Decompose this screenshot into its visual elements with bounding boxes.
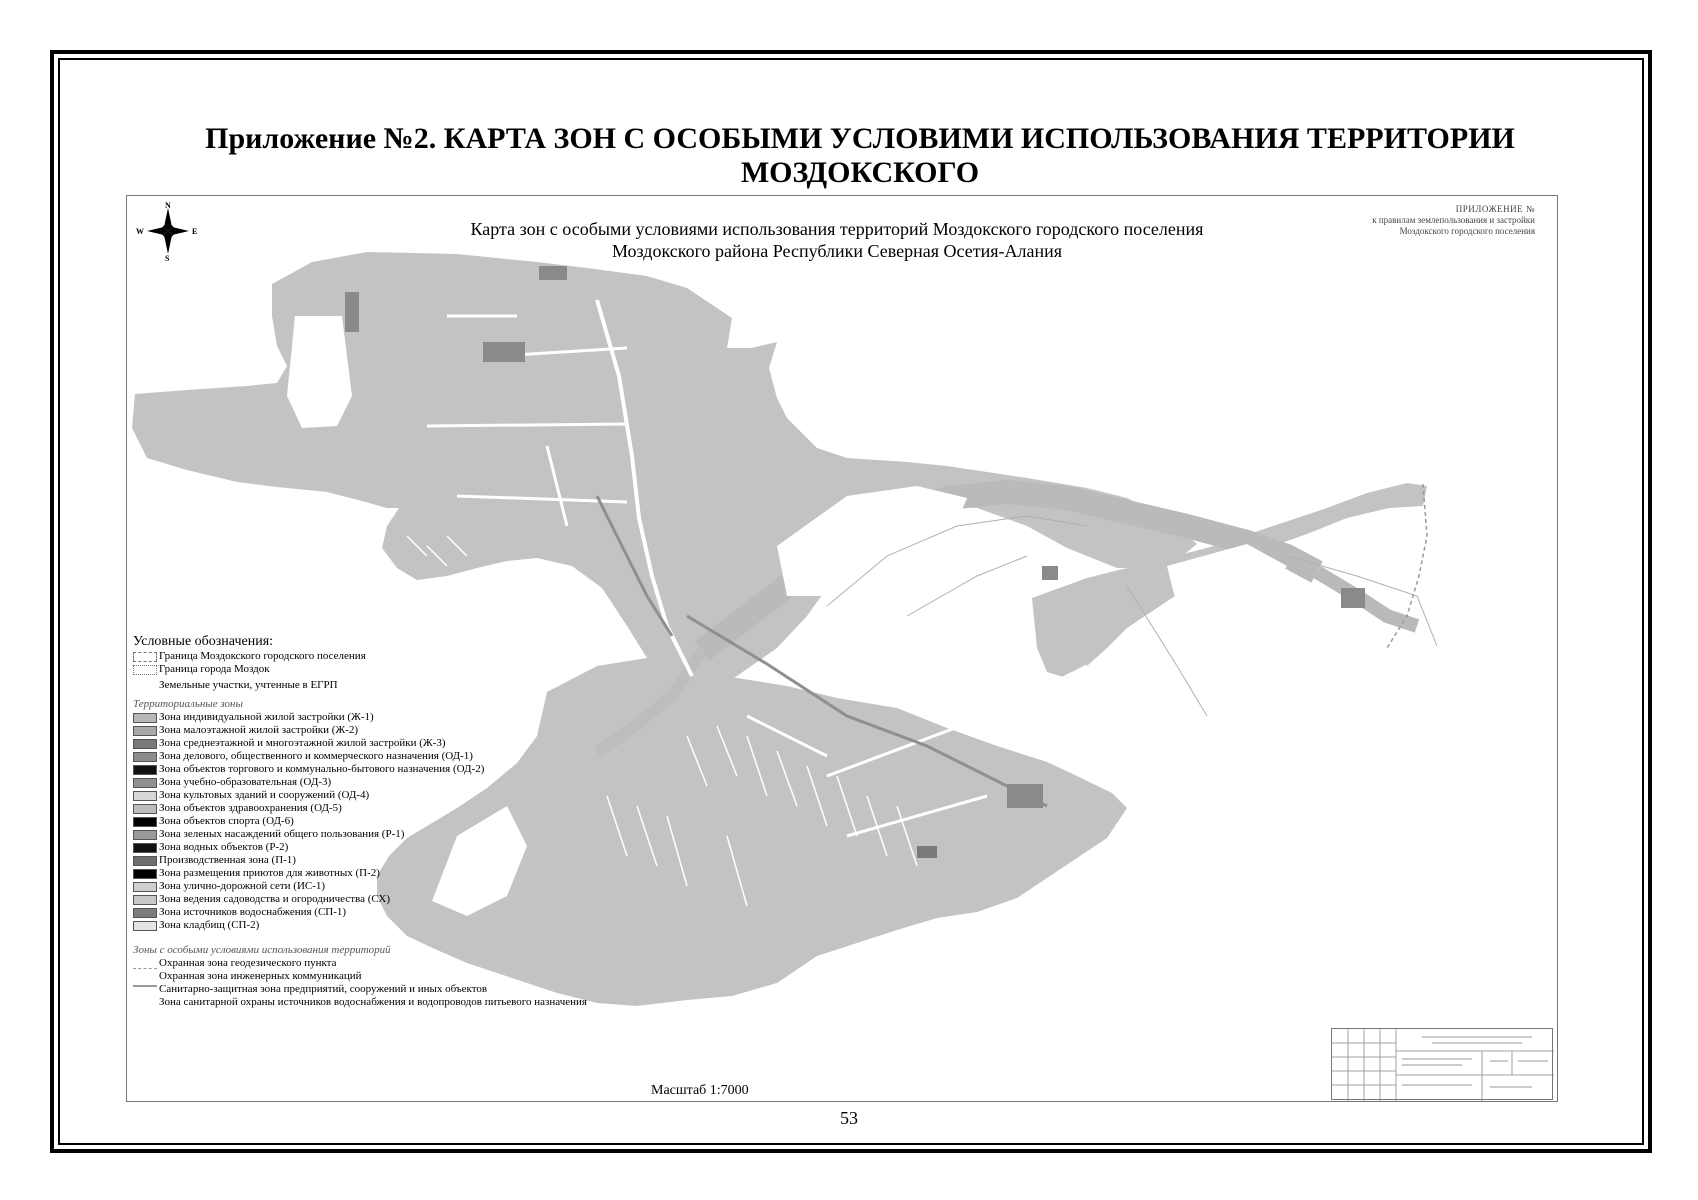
legend-zone-label: Зона кладбищ (СП-2) xyxy=(159,919,260,931)
legend-row-boundary-1 xyxy=(133,650,693,663)
legend-zone-label: Зона ведения садоводства и огородничества (СХ) xyxy=(159,893,391,905)
title-block-grid xyxy=(1332,1029,1554,1101)
map-legend xyxy=(133,634,693,1009)
appendix-label: ПРИЛОЖЕНИЕ № xyxy=(1455,204,1535,214)
legend-zone-row xyxy=(133,867,693,880)
legend-zone-swatch xyxy=(133,843,157,853)
map-scale: Масштаб 1:7000 xyxy=(651,1083,749,1098)
legend-special-title: Зоны с особыми условиями использования территорий xyxy=(133,944,391,956)
legend-zone-row xyxy=(133,919,693,932)
legend-row-special-1 xyxy=(133,957,693,970)
legend-zone-swatch xyxy=(133,882,157,892)
compass-north-label: N xyxy=(165,201,171,210)
legend-zone-row xyxy=(133,763,693,776)
zone-dark-3 xyxy=(345,292,359,332)
legend-row-special-2 xyxy=(133,970,693,983)
zone-dark-6 xyxy=(917,846,937,858)
zone-dark-1 xyxy=(483,342,525,362)
page-number: 53 xyxy=(840,1108,858,1128)
legend-zone-swatch xyxy=(133,830,157,840)
legend-zones-title: Территориальные зоны xyxy=(133,698,243,710)
legend-swatch-boundary-3 xyxy=(133,680,157,690)
legend-swatch-special-4 xyxy=(133,998,157,1008)
legend-zone-swatch xyxy=(133,895,157,905)
compass-rose xyxy=(135,200,201,262)
legend-label-special-1: Охранная зона геодезического пункта xyxy=(159,957,337,969)
legend-zone-swatch xyxy=(133,726,157,736)
legend-zone-swatch xyxy=(133,921,157,931)
legend-zone-row xyxy=(133,815,693,828)
legend-zone-row xyxy=(133,750,693,763)
legend-zone-swatch xyxy=(133,752,157,762)
page-title-line-1: Приложение №2. КАРТА ЗОН С ОСОБЫМИ УСЛОВИМИ ИСПОЛЬЗОВАНИЯ ТЕРРИТОРИИ МОЗДОКСКОГО xyxy=(205,122,1515,189)
legend-zone-list xyxy=(133,711,693,932)
open-area-north xyxy=(287,316,352,428)
legend-zone-swatch xyxy=(133,804,157,814)
legend-zone-label: Зона объектов торгового и коммунально-бытового назначения (ОД-2) xyxy=(159,763,485,775)
appendix-block xyxy=(1305,204,1535,237)
legend-zone-row xyxy=(133,854,693,867)
legend-label-boundary-2: Граница города Моздок xyxy=(159,663,270,675)
legend-zone-row xyxy=(133,880,693,893)
legend-swatch-boundary-1 xyxy=(133,652,157,662)
legend-gap xyxy=(133,932,693,940)
legend-zone-row xyxy=(133,776,693,789)
legend-zone-row xyxy=(133,906,693,919)
map-title xyxy=(427,218,1247,262)
legend-title: Условные обозначения: xyxy=(133,634,274,649)
compass-west-label: W xyxy=(136,227,144,236)
compass-east-label: E xyxy=(192,227,198,236)
appendix-line-2: к правилам землепользования и застройки xyxy=(1372,215,1535,225)
title-block-stamp xyxy=(1331,1028,1553,1100)
river-band-east xyxy=(1317,572,1417,626)
legend-zone-row xyxy=(133,789,693,802)
legend-zone-label: Зона делового, общественного и коммерческого назначения (ОД-1) xyxy=(159,750,473,762)
legend-label-special-3: Санитарно-защитная зона предприятий, сооружений и иных объектов xyxy=(159,983,488,995)
legend-zone-label: Зона зеленых насаждений общего пользования (Р-1) xyxy=(159,828,405,840)
legend-zone-label: Зона культовых зданий и сооружений (ОД-4) xyxy=(159,789,370,801)
legend-zone-swatch xyxy=(133,856,157,866)
zone-dark-4 xyxy=(1042,566,1058,580)
legend-zone-label: Зона размещения приютов для животных (П-2) xyxy=(159,867,380,879)
legend-swatch-special-3 xyxy=(133,985,157,995)
legend-label-special-4: Зона санитарной охраны источников водоснабжения и водопроводов питьевого назначения xyxy=(159,996,587,1008)
legend-zone-row xyxy=(133,828,693,841)
legend-zone-label: Зона объектов здравоохранения (ОД-5) xyxy=(159,802,342,814)
map-sheet xyxy=(126,195,1558,1102)
legend-zone-label: Зона индивидуальной жилой застройки (Ж-1) xyxy=(159,711,374,723)
legend-zone-label: Зона улично-дорожной сети (ИС-1) xyxy=(159,880,326,892)
legend-label-boundary-3: Земельные участки, учтенные в ЕГРП xyxy=(159,678,338,691)
legend-zone-row xyxy=(133,724,693,737)
zone-dark-2 xyxy=(539,266,567,280)
legend-zone-label: Зона объектов спорта (ОД-6) xyxy=(159,815,294,827)
map-title-line-1: Карта зон с особыми условиями использования территорий Моздокского городского поселения xyxy=(470,219,1204,239)
legend-zone-swatch xyxy=(133,791,157,801)
legend-zone-label: Производственная зона (П-1) xyxy=(159,854,296,866)
legend-zone-row xyxy=(133,737,693,750)
legend-zone-label: Зона малоэтажной жилой застройки (Ж-2) xyxy=(159,724,359,736)
legend-row-special-4 xyxy=(133,996,693,1009)
compass-icon xyxy=(135,200,201,262)
legend-zone-swatch xyxy=(133,908,157,918)
legend-label-special-2: Охранная зона инженерных коммуникаций xyxy=(159,970,362,982)
legend-zone-row xyxy=(133,711,693,724)
legend-zone-row xyxy=(133,802,693,815)
legend-zone-row xyxy=(133,841,693,854)
legend-zone-label: Зона учебно-образовательная (ОД-3) xyxy=(159,776,332,788)
legend-zone-label: Зона среднеэтажной и многоэтажной жилой застройки (Ж-3) xyxy=(159,737,446,749)
appendix-line-3: Моздокского городского поселения xyxy=(1399,226,1535,236)
legend-label-boundary-1: Граница Моздокского городского поселения xyxy=(159,650,366,662)
map-title-line-2: Моздокского района Республики Северная Осетия-Алания xyxy=(611,241,1063,261)
compass-south-label: S xyxy=(165,254,170,262)
legend-zone-row xyxy=(133,893,693,906)
legend-zone-swatch xyxy=(133,869,157,879)
legend-zone-swatch xyxy=(133,817,157,827)
zone-dark-7 xyxy=(1007,784,1043,808)
legend-zone-swatch xyxy=(133,765,157,775)
legend-swatch-special-1 xyxy=(133,959,157,969)
legend-zone-swatch xyxy=(133,713,157,723)
legend-zone-label: Зона источников водоснабжения (СП-1) xyxy=(159,906,347,918)
zone-dark-5 xyxy=(1341,588,1365,608)
legend-row-boundary-3 xyxy=(133,676,693,694)
legend-swatch-special-2 xyxy=(133,972,157,982)
legend-row-special-3 xyxy=(133,983,693,996)
legend-row-boundary-2 xyxy=(133,663,693,676)
legend-swatch-boundary-2 xyxy=(133,665,157,675)
legend-zone-swatch xyxy=(133,778,157,788)
legend-zone-label: Зона водных объектов (Р-2) xyxy=(159,841,289,853)
legend-zone-swatch xyxy=(133,739,157,749)
